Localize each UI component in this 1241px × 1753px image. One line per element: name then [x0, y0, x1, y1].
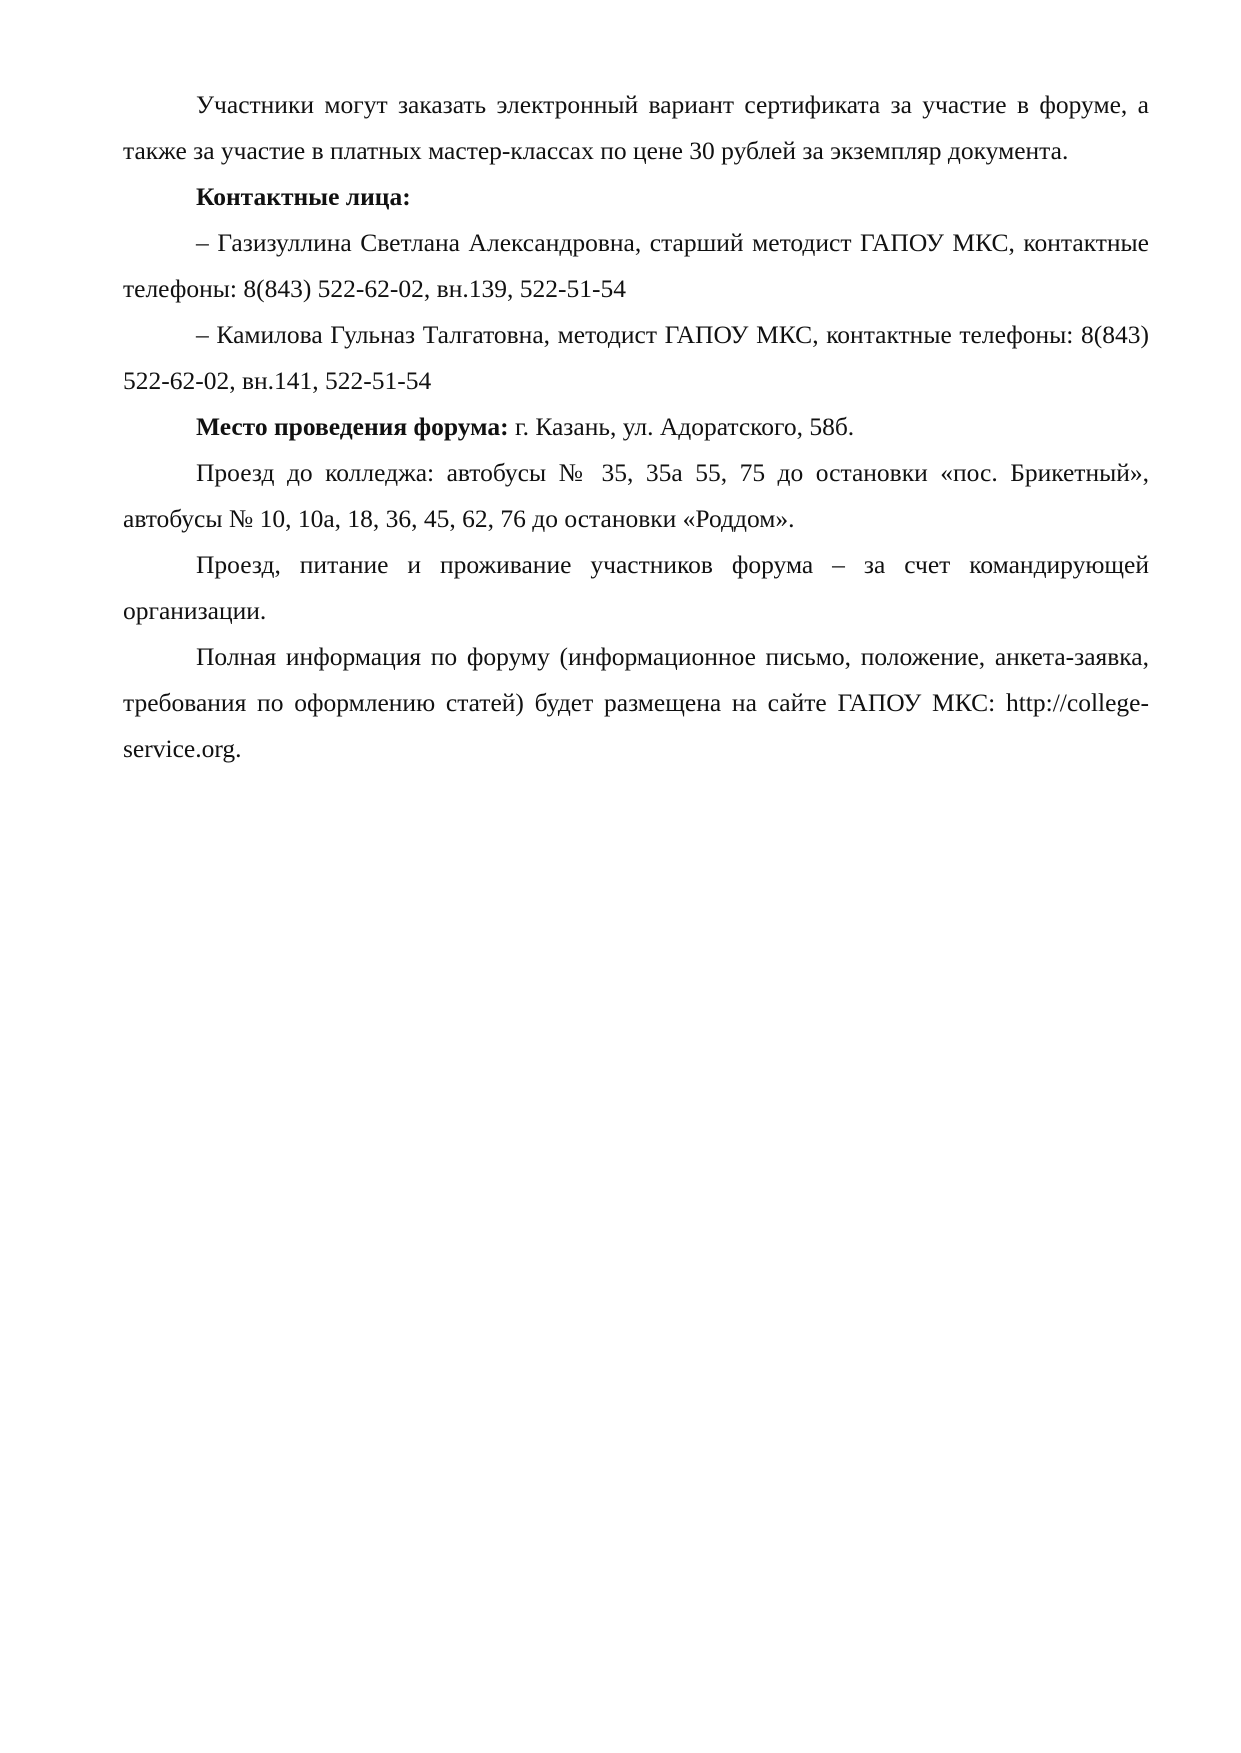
transport-paragraph: Проезд до колледжа: автобусы № 35, 35а 55, 75 до остановки «пос. Брикетный», автобусы № 10, 10а, 18, 36, 45, 62, 76 до остановки «Роддом».: [123, 458, 1149, 533]
document-body: [123, 82, 1149, 772]
contacts-heading: Контактные лица:: [196, 182, 411, 211]
venue-paragraph: [123, 404, 1149, 450]
venue-address: г. Казань, ул. Адоратского, 58б.: [508, 412, 855, 441]
venue-label: Место проведения форума:: [196, 412, 509, 441]
contact-kamilova: – Камилова Гульназ Талгатовна, методист ГАПОУ МКС, контактные телефоны: 8(843) 522-62-02, вн.141, 522-51-54: [123, 320, 1149, 395]
info-paragraph: Полная информация по форуму (информационное письмо, положение, анкета-заявка, требования по оформлению статей) будет размещена на сайте ГАПОУ МКС: http://college-service.org.: [123, 642, 1149, 763]
expenses-paragraph: Проезд, питание и проживание участников форума – за счет командирующей организации.: [123, 550, 1149, 625]
contact-gazizullina: – Газизуллина Светлана Александровна, старший методист ГАПОУ МКС, контактные телефоны: 8(843) 522-62-02, вн.139, 522-51-54: [123, 228, 1149, 303]
certificate-paragraph: Участники могут заказать электронный вариант сертификата за участие в форуме, а также за участие в платных мастер-классах по цене 30 рублей за экземпляр документа.: [123, 90, 1149, 165]
